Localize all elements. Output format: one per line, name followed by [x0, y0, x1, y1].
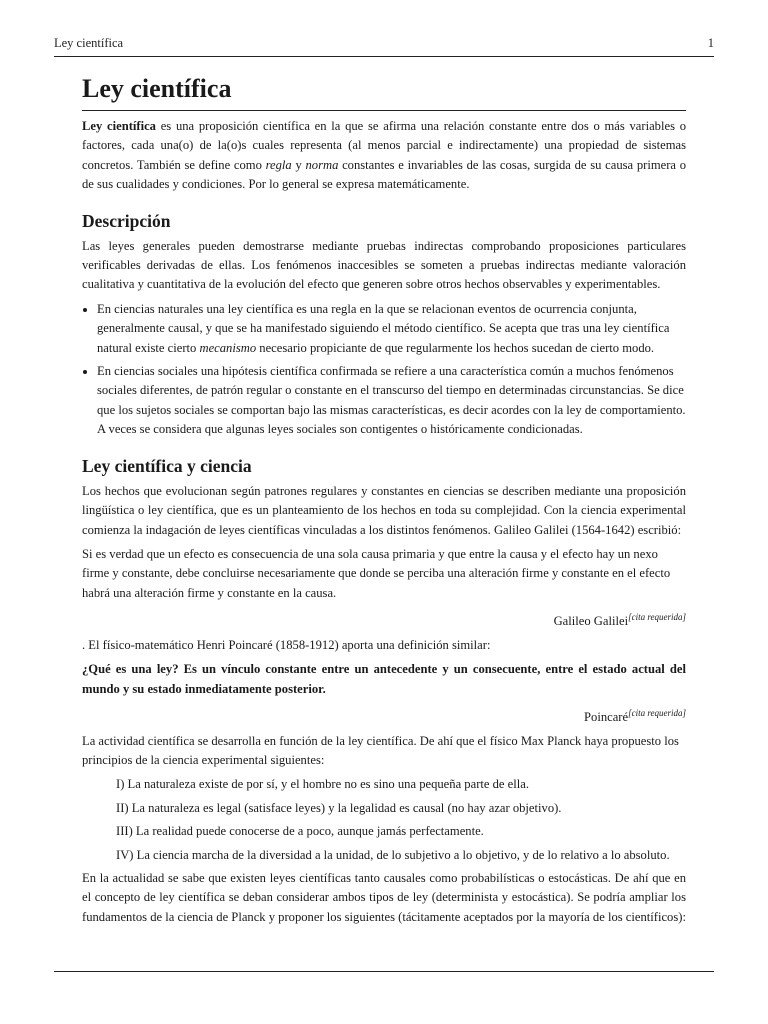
intro-paragraph: Ley científica es una proposición científica en la que se afirma una relación constante entre dos o más variables o factores, cada una(o) de la(o)s cuales representa (al menos parcial e indirectamente) una propiedad de sistemas concretos. También se define como regla y norma constantes e invariables de las cosas, surgida de su causa primera o de sus cualidades y condiciones. Por lo general se expresa matemáticamente.	[82, 119, 687, 192]
paragraph: . El físico-matemático Henri Poincaré (1858-1912) aporta una definición similar:	[82, 637, 491, 652]
citation-needed-link[interactable]: [cita requerida]	[628, 612, 686, 623]
page-number: 1	[707, 36, 714, 50]
section-heading-ley-ciencia: Ley científica y ciencia	[82, 455, 252, 476]
footer-rule	[54, 971, 714, 972]
galileo-quote: Si es verdad que un efecto es consecuencia de una sola causa primaria y que entre la causa y el efecto hay un nexo firme y constante, debe concluirse necesariamente que donde se perciba una alteración firme y constante en el efecto habrá una alteración firme y constante en la causa.	[82, 546, 671, 600]
running-header	[54, 36, 714, 51]
descripcion-list	[82, 300, 686, 440]
paragraph: La actividad científica se desarrolla en función de la ley científica. De ahí que el físico Max Planck haya propuesto los principios de la ciencia experimental siguientes:	[82, 733, 679, 767]
principle-item: III) La realidad puede conocerse de a poco, aunque jamás perfectamente.	[116, 824, 484, 839]
running-title: Ley científica	[54, 36, 124, 50]
galileo-attribution: Galileo Galilei[cita requerida]	[553, 612, 686, 629]
intro-term: Ley científica	[82, 119, 156, 133]
paragraph: En la actualidad se sabe que existen leyes científicas tanto causales como probabilísticas o estocásticas. De ahí que en el concepto de ley científica se deban considerar ambos tipos de ley (determinista y estocástica). Se podría ampliar los fundamentos de la ciencia de Planck y proponer los siguientes (tácitamente aceptados por la mayoría de los científicos):	[82, 870, 686, 924]
principle-item: IV) La ciencia marcha de la diversidad a la unidad, de lo subjetivo a lo objetivo, y de lo relativo a lo absoluto.	[116, 847, 670, 862]
list-item: • En ciencias naturales una ley científica es una regla en la que se relacionan eventos de ocurrencia conjunta, generalmente causal, y que se ha manifestado siguiendo el método científico. Se acepta que tras una ley científica natural existe cierto mecanismo necesario propiciante de que regularmente los hechos sucedan de cierto modo.	[97, 300, 686, 358]
principle-item: I) La naturaleza existe de por sí, y el hombre no es sino una pequeña parte de ella.	[116, 777, 529, 792]
poincare-attribution: Poincaré[cita requerida]	[584, 707, 686, 725]
principle-item: II) La naturaleza es legal (satisface leyes) y la legalidad es causal (no hay azar objetivo).	[116, 800, 562, 815]
article-body	[82, 72, 686, 932]
paragraph: Los hechos que evolucionan según patrones regulares y constantes en ciencias se describen mediante una proposición lingüística o ley científica, que es un planteamiento de los hechos en toda su complejidad. Con la ciencia experimental comienza la indagación de leyes científicas vinculadas a los distintos fenómenos. Galileo Galilei (1564-1642) escribió:	[82, 483, 686, 537]
poincare-quote: ¿Qué es una ley? Es un vínculo constante entre un antecedente y un consecuente, entre el estado actual del mundo y su estado inmediatamente posterior.	[82, 662, 686, 696]
section-heading-descripcion: Descripción	[82, 210, 171, 231]
page-title: Ley científica	[82, 72, 686, 111]
citation-needed-link[interactable]: [cita requerida]	[628, 707, 686, 718]
descripcion-paragraph: Las leyes generales pueden demostrarse mediante pruebas indirectas comprobando proposiciones particulares verificables derivadas de ellas. Los fenómenos inaccesibles se someten a pruebas indirectas mediante valoración cualitativa y cuantitativa de la evolución del efecto que generen sobre otros hechos observables y experimentables.	[82, 238, 686, 292]
header-rule	[54, 56, 714, 57]
list-item: • En ciencias sociales una hipótesis científica confirmada se refiere a una característica común a muchos fenómenos sociales diferentes, de patrón regular o constante en el transcurso del tiempo en determinadas circunstancias. Se dice que los sujetos sociales se comportan bajo las mismas características, es decir acordes con la ley de comportamiento. A veces se considera que algunas leyes sociales son contigentes o históricamente condicionadas.	[97, 362, 686, 440]
